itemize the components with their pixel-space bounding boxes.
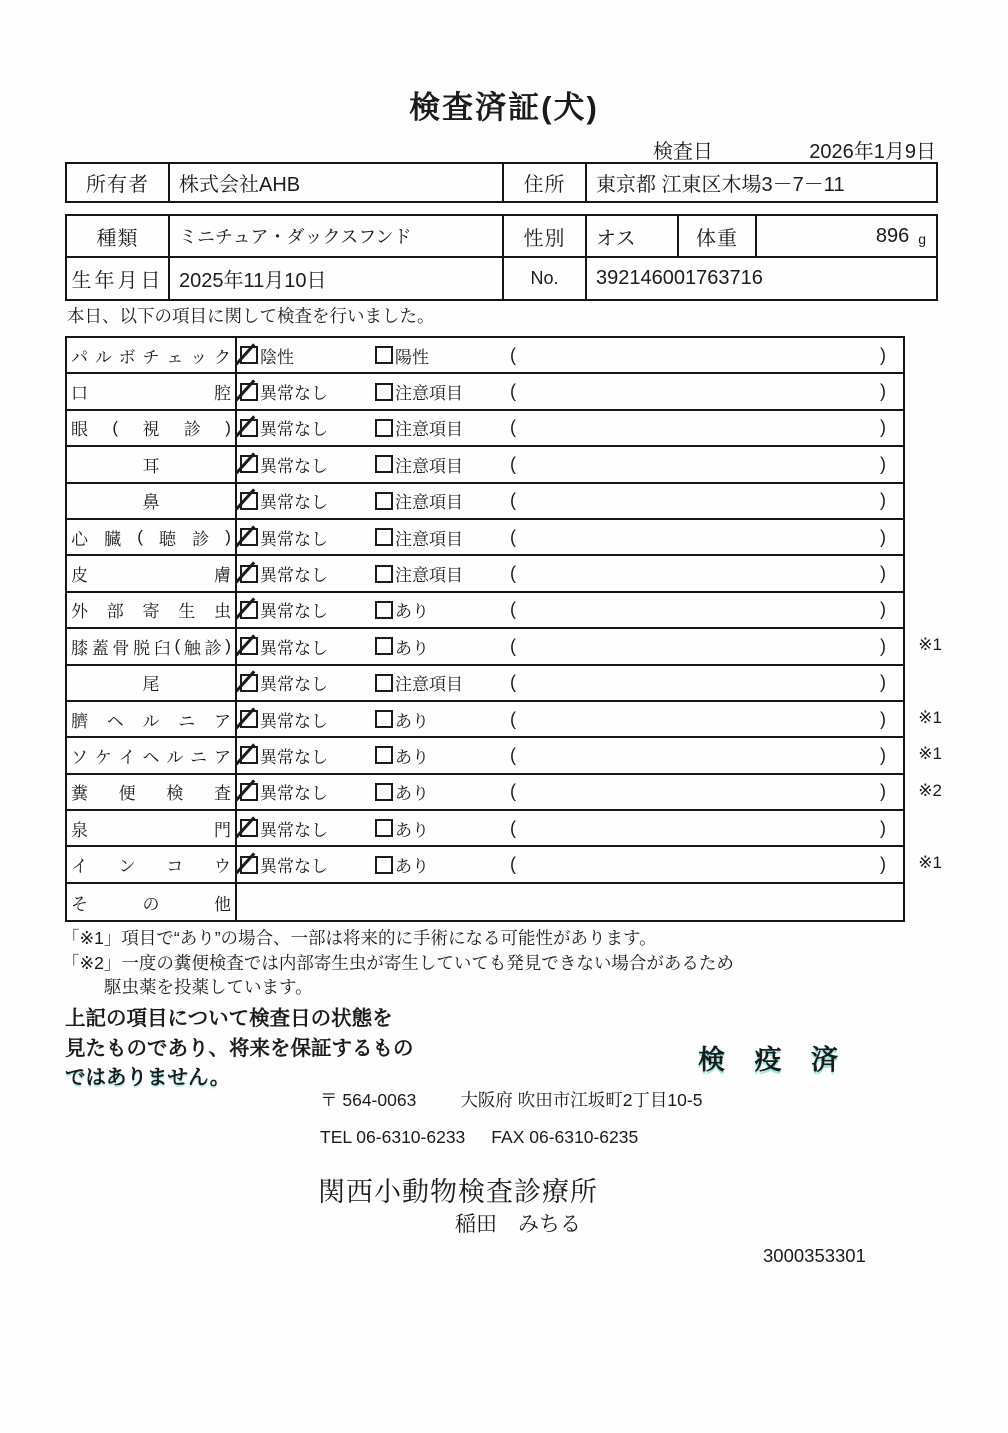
option-label: あり (395, 820, 429, 840)
option-2 (375, 452, 510, 477)
option-1 (240, 852, 375, 877)
option-label: 陽性 (395, 347, 429, 367)
quarantine-stamp: 検 疫 済 (698, 1045, 850, 1075)
option-label: 異常なし (260, 456, 328, 476)
check-item-options (237, 484, 903, 518)
option-2 (375, 779, 510, 804)
check-row (67, 629, 942, 665)
option-label: 異常なし (260, 784, 328, 804)
clinic-name: 関西小動物検査診療所 (318, 1177, 598, 1207)
checkbox-checked-icon (240, 346, 258, 364)
option-1 (240, 561, 375, 586)
option-2 (375, 343, 510, 368)
checkbox-empty-icon (375, 383, 393, 401)
breed-value: ミニチュア・ダックスフンド (170, 216, 504, 256)
owner-label: 所有者 (67, 164, 170, 201)
checkbox-checked-icon (240, 492, 258, 510)
inspection-date-row (65, 135, 938, 161)
check-item-label: イ ン コ ウ (67, 847, 237, 881)
birthdate-value: 2025年11月10日 (170, 258, 504, 299)
remarks-parens: ( ) (510, 781, 886, 802)
checkbox-empty-icon (375, 674, 393, 692)
remarks-parens: ( ) (510, 599, 886, 620)
examiner-name: 稲田 みちる (455, 1213, 581, 1236)
option-1 (240, 525, 375, 550)
footnote-1: 「※1」項目で“あり”の場合、一部は将来的に手術になる可能性があります。 (62, 928, 657, 948)
remarks-parens: ( ) (510, 744, 886, 765)
disclaimer-line-3: ではありません。 (65, 1066, 231, 1089)
checkbox-checked-icon (240, 383, 258, 401)
check-item-label: 臍 ヘ ル ニ ア (67, 702, 237, 736)
option-2 (375, 488, 510, 513)
check-item-label: 泉 門 (67, 811, 237, 845)
breed-label: 種類 (67, 216, 170, 256)
number-value: 392146001763716 (596, 267, 763, 289)
check-item-label: 口 腔 (67, 374, 237, 408)
option-1 (240, 597, 375, 622)
checkbox-empty-icon (375, 819, 393, 837)
option-2 (375, 525, 510, 550)
check-item-label: 糞 便 検 査 (67, 775, 237, 809)
check-item-options (237, 884, 903, 920)
sex-value: オス (587, 216, 679, 256)
checkbox-checked-icon (240, 856, 258, 874)
option-2 (375, 597, 510, 622)
option-label: 異常なし (260, 420, 328, 440)
check-row (67, 520, 903, 556)
option-1 (240, 743, 375, 768)
check-item-options (237, 847, 903, 881)
checkbox-checked-icon (240, 601, 258, 619)
option-label: 注意項目 (395, 456, 463, 476)
clinic-address: 大阪府 吹田市江坂町2丁目10-5 (460, 1090, 703, 1110)
option-2 (375, 816, 510, 841)
weight-value-cell (757, 216, 936, 256)
footnotes (62, 926, 734, 1000)
owner-value: 株式会社AHB (170, 164, 504, 201)
reference-mark: ※2 (918, 780, 942, 800)
remarks-parens: ( ) (510, 344, 886, 365)
option-2 (375, 415, 510, 440)
option-label: 異常なし (260, 820, 328, 840)
check-row (67, 447, 903, 483)
checkbox-empty-icon (375, 565, 393, 583)
remarks-parens: ( ) (510, 635, 886, 656)
option-label: 注意項目 (395, 529, 463, 549)
checkbox-checked-icon (240, 783, 258, 801)
option-1 (240, 415, 375, 440)
check-row (67, 593, 903, 629)
check-item-options (237, 374, 903, 408)
checkbox-empty-icon (375, 746, 393, 764)
check-row (67, 775, 942, 811)
option-1 (240, 452, 375, 477)
option-label: 異常なし (260, 493, 328, 513)
address-label: 住所 (504, 164, 587, 201)
option-label: 注意項目 (395, 566, 463, 586)
remarks-parens: ( ) (510, 672, 886, 693)
checkbox-checked-icon (240, 419, 258, 437)
check-row (67, 847, 942, 883)
check-row (67, 811, 903, 847)
reference-mark: ※1 (918, 707, 942, 727)
check-table (65, 336, 942, 922)
checkbox-checked-icon (240, 746, 258, 764)
option-label: 異常なし (260, 747, 328, 767)
postal-code: 〒 564-0063 (320, 1090, 417, 1110)
option-1 (240, 707, 375, 732)
remarks-parens: ( ) (510, 854, 886, 875)
remarks-parens: ( ) (510, 526, 886, 547)
option-1 (240, 670, 375, 695)
checkbox-checked-icon (240, 528, 258, 546)
check-row (67, 411, 903, 447)
disclaimer-paragraph (65, 1004, 414, 1093)
option-label: 異常なし (260, 384, 328, 404)
document-code: 3000353301 (763, 1245, 866, 1266)
checkbox-empty-icon (375, 492, 393, 510)
check-item-options (237, 738, 903, 772)
inspection-date-value: 2026年1月9日 (809, 141, 936, 163)
option-label: あり (395, 857, 429, 877)
check-item-label: パ ル ボ チ ェ ッ ク (67, 338, 237, 372)
check-item-label: そ の 他 (67, 884, 237, 920)
reference-mark: ※1 (918, 744, 942, 764)
check-row (67, 484, 903, 520)
document-title: 検査済証(犬) (409, 90, 599, 125)
option-1 (240, 379, 375, 404)
clinic-fax: FAX 06-6310-6235 (491, 1127, 639, 1147)
option-label: あり (395, 784, 429, 804)
checkbox-checked-icon (240, 674, 258, 692)
checkbox-checked-icon (240, 819, 258, 837)
option-label: 異常なし (260, 529, 328, 549)
check-row (67, 556, 903, 592)
option-2 (375, 852, 510, 877)
option-1 (240, 343, 375, 368)
check-item-options (237, 666, 903, 700)
checkbox-empty-icon (375, 528, 393, 546)
option-label: あり (395, 711, 429, 731)
check-row (67, 702, 942, 738)
intro-statement: 本日、以下の項目に関して検査を行いました。 (67, 306, 435, 326)
reference-mark: ※1 (918, 853, 942, 873)
check-row (67, 738, 942, 774)
check-item-options (237, 556, 903, 590)
check-item-options (237, 593, 903, 627)
check-item-label: 心 臓 ( 聴 診 ) (67, 520, 237, 554)
owner-table (65, 162, 938, 203)
checkbox-checked-icon (240, 637, 258, 655)
remarks-parens: ( ) (510, 708, 886, 729)
disclaimer-line-2: 見たものであり、将来を保証するもの (65, 1036, 414, 1060)
option-1 (240, 488, 375, 513)
owner-row (67, 164, 936, 201)
checkbox-empty-icon (375, 455, 393, 473)
birthdate-label: 生年月日 (67, 258, 170, 299)
inspection-date-label: 検査日 (653, 141, 713, 163)
clinic-phone-line (320, 1127, 638, 1148)
footnote-2: 「※2」一度の糞便検査では内部寄生虫が寄生していても発見できない場合があるため (62, 952, 734, 973)
check-item-label: 尾 (67, 666, 237, 700)
option-2 (375, 743, 510, 768)
address-value: 東京都 江東区木場3－7－11 (596, 174, 845, 196)
breed-row (67, 216, 936, 258)
clinic-address-line (320, 1087, 702, 1112)
remarks-parens: ( ) (510, 381, 886, 402)
weight-unit: g (918, 231, 926, 247)
option-2 (375, 634, 510, 659)
option-label: 陰性 (260, 347, 294, 367)
check-item-options (237, 775, 903, 809)
check-item-label: 耳 (67, 447, 237, 481)
checkbox-empty-icon (375, 856, 393, 874)
check-item-options (237, 702, 903, 736)
remarks-parens: ( ) (510, 490, 886, 511)
remarks-parens: ( ) (510, 563, 886, 584)
remarks-parens: ( ) (510, 817, 886, 838)
number-label: No. (504, 258, 587, 299)
option-label: 異常なし (260, 675, 328, 695)
footnote-2-continued: 駆虫薬を投薬しています。 (104, 977, 313, 997)
check-item-label: ソ ケ イ ヘ ル ニ ア (67, 738, 237, 772)
option-2 (375, 707, 510, 732)
checkbox-checked-icon (240, 710, 258, 728)
check-item-label: 眼 ( 視 診 ) (67, 411, 237, 445)
checkbox-empty-icon (375, 710, 393, 728)
check-item-options (237, 447, 903, 481)
check-item-options (237, 338, 903, 372)
option-label: 異常なし (260, 711, 328, 731)
option-label: 異常なし (260, 602, 328, 622)
checkbox-checked-icon (240, 565, 258, 583)
check-row (67, 374, 903, 410)
checkbox-empty-icon (375, 637, 393, 655)
clinic-tel: TEL 06-6310-6233 (320, 1127, 466, 1147)
option-2 (375, 561, 510, 586)
checkbox-empty-icon (375, 601, 393, 619)
check-item-options (237, 411, 903, 445)
checkbox-empty-icon (375, 419, 393, 437)
option-1 (240, 779, 375, 804)
check-item-label: 鼻 (67, 484, 237, 518)
check-item-label: 外 部 寄 生 虫 (67, 593, 237, 627)
check-row (67, 884, 903, 920)
option-label: あり (395, 638, 429, 658)
option-label: 異常なし (260, 566, 328, 586)
option-label: 注意項目 (395, 493, 463, 513)
option-2 (375, 379, 510, 404)
disclaimer-line-1: 上記の項目について検査日の状態を (65, 1007, 393, 1030)
remarks-parens: ( ) (510, 453, 886, 474)
sex-label: 性別 (504, 216, 587, 256)
option-1 (240, 816, 375, 841)
reference-mark: ※1 (918, 635, 942, 655)
option-label: 注意項目 (395, 420, 463, 440)
check-row (67, 338, 903, 374)
weight-value: 896 (875, 224, 910, 247)
check-item-options (237, 811, 903, 845)
option-2 (375, 670, 510, 695)
option-label: 異常なし (260, 638, 328, 658)
option-label: あり (395, 747, 429, 767)
checkbox-empty-icon (375, 783, 393, 801)
option-label: あり (395, 602, 429, 622)
checkbox-empty-icon (375, 346, 393, 364)
remarks-parens: ( ) (510, 417, 886, 438)
option-label: 異常なし (260, 857, 328, 877)
weight-label: 体重 (679, 216, 757, 256)
check-item-label: 皮 膚 (67, 556, 237, 590)
birth-row (67, 258, 936, 299)
check-item-options (237, 520, 903, 554)
option-1 (240, 634, 375, 659)
option-label: 注意項目 (395, 675, 463, 695)
check-item-label: 膝 蓋 骨 脱 臼 ( 触 診 ) (67, 629, 237, 663)
check-row (67, 666, 903, 702)
check-item-options (237, 629, 903, 663)
option-label: 注意項目 (395, 384, 463, 404)
checkbox-checked-icon (240, 455, 258, 473)
animal-info-table (65, 214, 938, 301)
